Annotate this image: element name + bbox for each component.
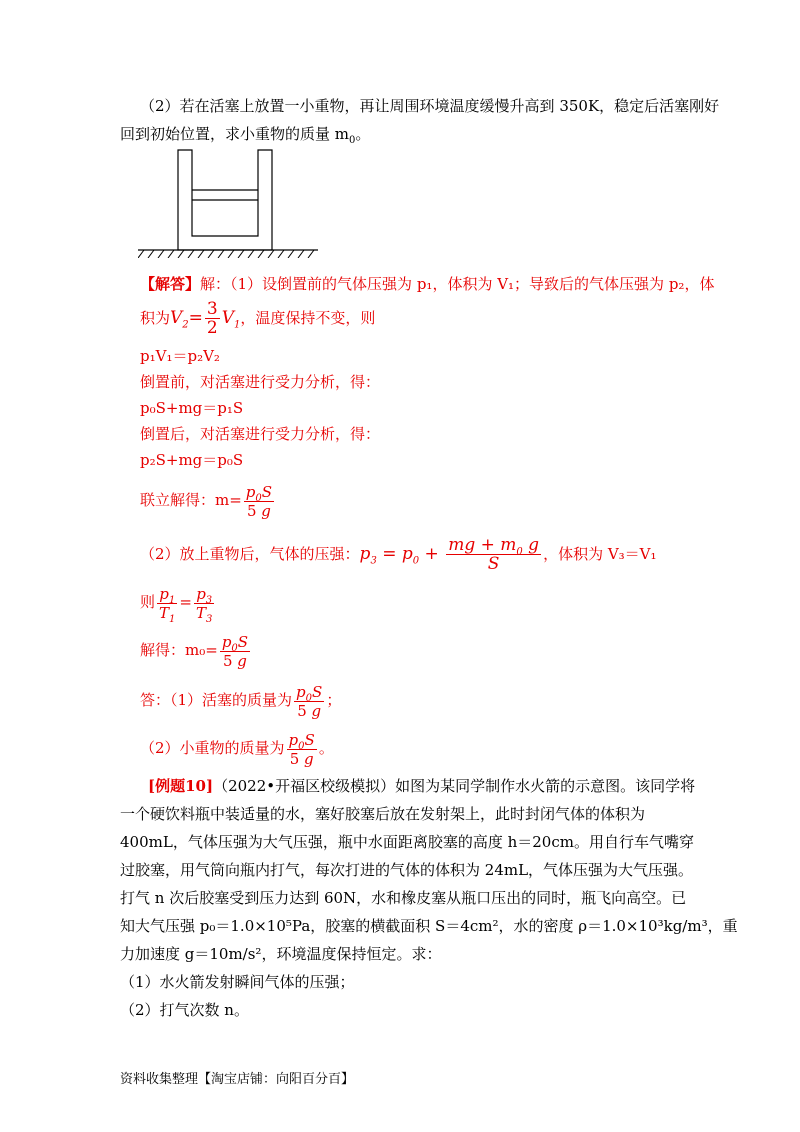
frac-p3-t3: $\frac{p_3}{T_3}$ [195, 584, 213, 625]
example-line6: 知大气压强 p₀＝1.0×10⁵Pa，胶塞的横截面积 S＝4cm²，水的密度 ρ＝1.0×10³kg/m³，重 [120, 917, 738, 935]
frac-m0: $\frac{p_0S}{5 g}$ [221, 632, 249, 670]
problem-part2-line2-sub: 0 [349, 135, 356, 146]
p3-formula: $p_3 = p_0$ + $\frac{mg + m_0 g}{S}$ [359, 535, 540, 574]
problem-part2-line2 [120, 124, 370, 144]
frac-p1-t1: $\frac{p_1}{T_1}$ [159, 584, 176, 625]
eq-before: p₀S+mg＝p₁S [140, 399, 244, 417]
example-line5: 打气 n 次后胶塞受到压力达到 60N，水和橡皮塞从瓶口压出的同时，瓶飞向高空。已 [120, 889, 687, 907]
example-line1-text: （2022•开福区校级模拟）如图为某同学制作水火箭的示意图。该同学将 [213, 777, 696, 795]
example-tag: [例题10] [148, 777, 214, 795]
part2-prefix: （2）放上重物后，气体的压强： [140, 545, 360, 563]
gay-lussac: 则 $\frac{p_1}{T_1}$ = $\frac{p_3}{T_3}$ [140, 584, 213, 625]
solution-line1-text: 解：（1）设倒置前的气体压强为 p₁，体积为 V₁；导致后的气体压强为 p₂，体 [200, 275, 715, 293]
part2-suffix: ，体积为 V₃＝V₁ [543, 545, 657, 563]
then-prefix: 则 [140, 593, 156, 611]
frac-answer1: $\frac{p_0S}{5 g}$ [296, 682, 323, 720]
solution-line2-prefix: 积为 [140, 309, 171, 327]
answer2 [140, 726, 334, 770]
solve-prefix: 解得：m₀= [140, 641, 218, 659]
example-line7: 力加速度 g＝10m/s²，环境温度保持恒定。求： [120, 945, 442, 963]
answer1-prefix: 答：（1）活塞的质量为 [140, 691, 293, 709]
example-line4: 过胶塞，用气筒向瓶内打气，每次打进的气体的体积为 24mL，气体压强为大气压强。 [120, 861, 694, 879]
solution-tag: 【解答】 [140, 275, 201, 293]
answer2-suffix: 。 [318, 739, 334, 757]
solution-line1 [140, 274, 714, 294]
cylinder-piston-diagram [138, 148, 318, 258]
question-2: （2）打气次数 n。 [120, 1001, 249, 1019]
example-line2: 一个硬饮料瓶中装适量的水，塞好胶塞后放在发射架上，此时封闭气体的体积为 [120, 805, 646, 823]
question-1: （1）水火箭发射瞬间气体的压强； [120, 973, 355, 991]
joint-solution [140, 478, 276, 522]
after-text: 倒置后，对活塞进行受力分析，得： [140, 425, 381, 443]
solve-m0 [140, 628, 252, 672]
problem-part2-line2-suffix: 。 [355, 125, 371, 143]
eq-after: p₂S+mg＝p₀S [140, 451, 244, 469]
v2-formula: $V_2=$ $\frac{3}{2}$ $V_1$ [170, 299, 241, 338]
part2-pressure [140, 532, 657, 576]
example-line1 [148, 776, 695, 796]
eq-boyle: p₁V₁＝p₂V₂ [140, 347, 220, 365]
answer1 [140, 678, 341, 722]
answer1-suffix: ； [326, 691, 342, 709]
solution-line2-suffix: ，温度保持不变，则 [240, 309, 376, 327]
frac-p0s-5g: $\frac{p_0S}{5 g}$ [245, 482, 273, 520]
frac-answer2: $\frac{p_0S}{5 g}$ [288, 730, 315, 768]
example-line3: 400mL，气体压强为大气压强，瓶中水面距离胶塞的高度 h＝20cm。用自行车气嘴穿 [120, 833, 694, 851]
before-text: 倒置前，对活塞进行受力分析，得： [140, 373, 381, 391]
footer-source: 资料收集整理【淘宝店铺：向阳百分百】 [120, 1072, 355, 1087]
problem-part2-line2-prefix: 回到初始位置，求小重物的质量 m [120, 125, 349, 143]
answer2-prefix: （2）小重物的质量为 [140, 739, 285, 757]
problem-part2-line1: （2）若在活塞上放置一小重物，再让周围环境温度缓慢升高到 350K，稳定后活塞刚好 [140, 97, 720, 115]
joint-prefix: 联立解得：m= [140, 491, 242, 509]
solution-line2 [140, 298, 375, 338]
